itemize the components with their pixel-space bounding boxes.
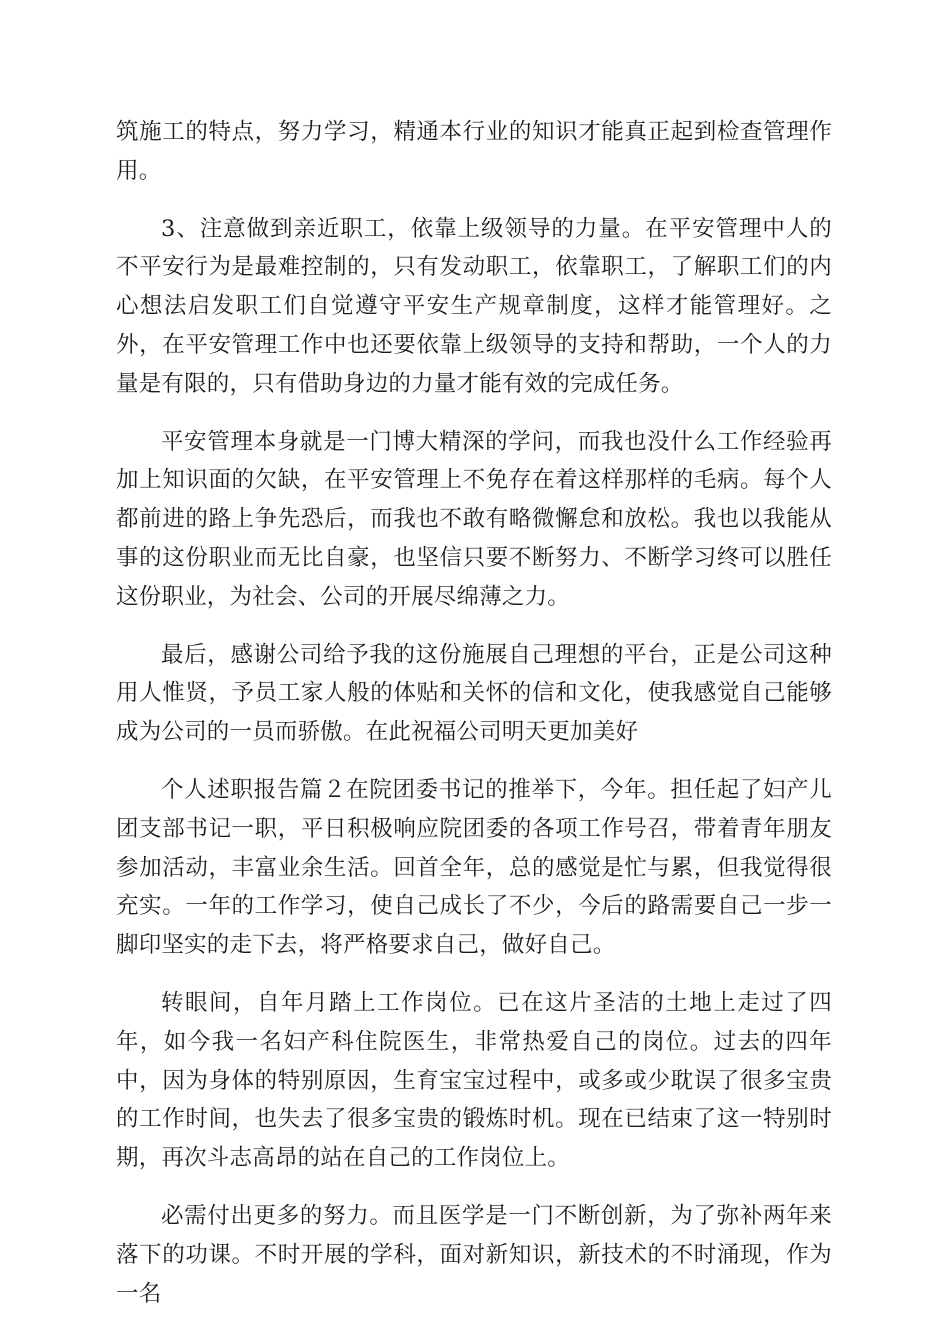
- paragraph-7: 必需付出更多的努力。而且医学是一门不断创新，为了弥补两年来落下的功课。不时开展的学科，面对新知识，新技术的不时涌现，作为一名: [116, 1202, 832, 1307]
- paragraph-1: 筑施工的特点，努力学习，精通本行业的知识才能真正起到检查管理作用。: [116, 119, 832, 184]
- paragraph-2: 3、注意做到亲近职工，依靠上级领导的力量。在平安管理中人的不平安行为是最难控制的，只有发动职工，依靠职工，了解职工们的内心想法启发职工们自觉遵守平安生产规章制度，这样才能管理好。之外，在平安管理工作中也还要依靠上级领导的支持和帮助，一个人的力量是有限的，只有借助身边的力量才能有效的完成任务。: [116, 215, 832, 397]
- document-body: [116, 113, 832, 1332]
- paragraph-6: 转眼间，自年月踏上工作岗位。已在这片圣洁的土地上走过了四年，如今我一名妇产科住院医生，非常热爱自己的岗位。过去的四年中，因为身体的特别原因，生育宝宝过程中，或多或少耽误了很多宝贵的工作时间，也失去了很多宝贵的锻炼时机。现在已结束了这一特别时期，再次斗志高昂的站在自己的工作岗位上。: [116, 989, 832, 1172]
- paragraph-4: 最后，感谢公司给予我的这份施展自己理想的平台，正是公司这种用人惟贤，予员工家人般的体贴和关怀的信和文化，使我感觉自己能够成为公司的一员而骄傲。在此祝福公司明天更加美好: [116, 641, 832, 746]
- paragraph-3: 平安管理本身就是一门博大精深的学问，而我也没什么工作经验再加上知识面的欠缺，在平安管理上不免存在着这样那样的毛病。每个人都前进的路上争先恐后，而我也不敢有略微懈怠和放松。我也以我能从事的这份职业而无比自豪，也坚信只要不断努力、不断学习终可以胜任这份职业，为社会、公司的开展尽绵薄之力。: [116, 428, 832, 610]
- paragraph-5: 个人述职报告篇２在院团委书记的推举下，今年。担任起了妇产儿团支部书记一职，平日积极响应院团委的各项工作号召，带着青年朋友参加活动，丰富业余生活。回首全年，总的感觉是忙与累，但我觉得很充实。一年的工作学习，使自己成长了不少，今后的路需要自己一步一脚印坚实的走下去，将严格要求自己，做好自己。: [116, 776, 832, 959]
